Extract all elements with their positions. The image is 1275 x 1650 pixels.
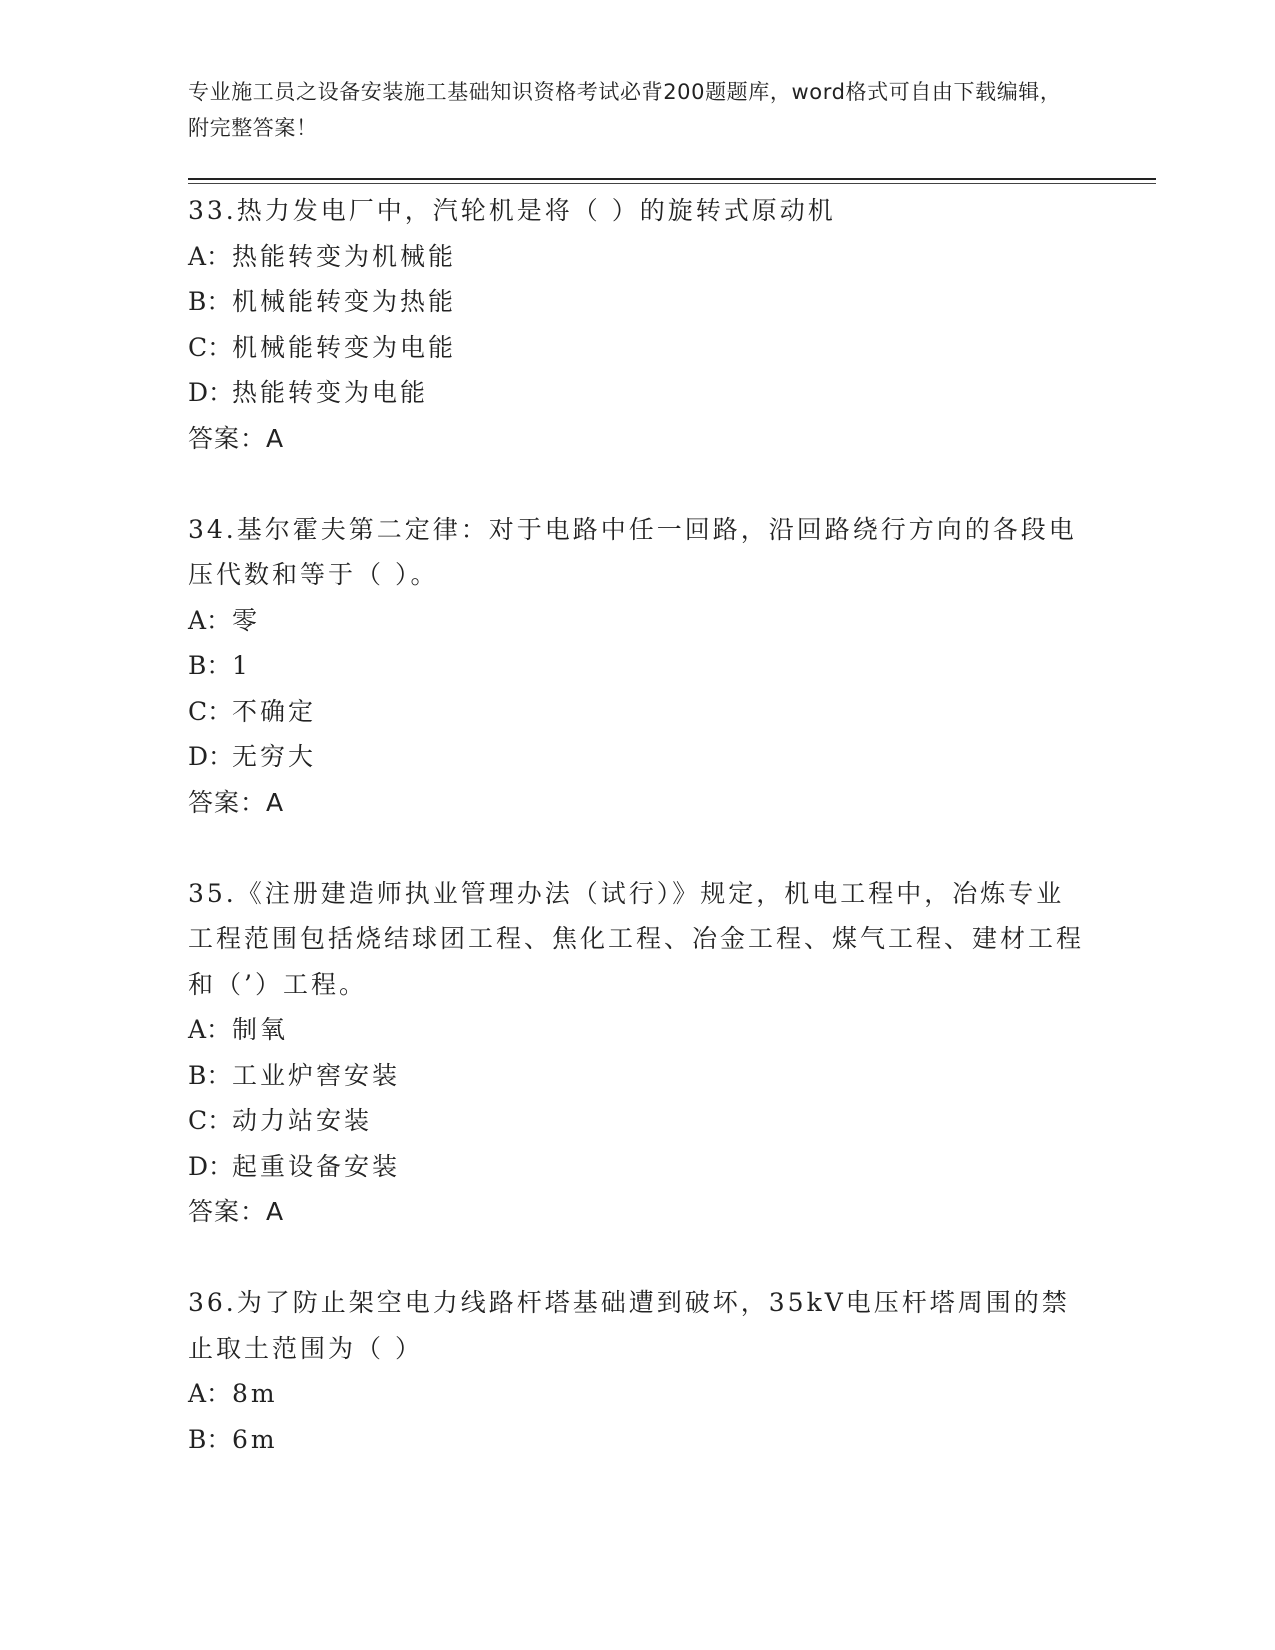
- option-c: [188, 689, 1088, 735]
- question-stem: 36.为了防止架空电力线路杆塔基础遭到破坏，35kV电压杆塔周围的禁止取土范围为（ ）: [188, 1288, 1070, 1363]
- option-b: [188, 1053, 1088, 1099]
- option-letter: A：: [188, 1379, 232, 1408]
- option-letter: A：: [188, 1015, 232, 1044]
- option-text: 热能转变为机械能: [232, 241, 457, 271]
- document-header: [188, 74, 1068, 146]
- question-stem: 34.基尔霍夫第二定律：对于电路中任一回路，沿回路绕行方向的各段电压代数和等于（ ）。: [188, 514, 1077, 589]
- option-c: [188, 1098, 1088, 1144]
- answer-line: 答案：A: [188, 1197, 285, 1226]
- option-letter: B：: [188, 1424, 232, 1454]
- option-text: 制氧: [232, 1015, 289, 1044]
- option-a: [188, 598, 1088, 644]
- option-text: 不确定: [232, 696, 317, 726]
- option-b: [188, 279, 1088, 325]
- option-text: 工业炉窖安装: [232, 1060, 401, 1090]
- option-c: [188, 325, 1088, 371]
- question-spacer: [188, 461, 1088, 507]
- option-text: 6m: [232, 1424, 278, 1454]
- header-divider-thick: [188, 178, 1156, 180]
- option-a: [188, 1007, 1088, 1053]
- question-34: [188, 507, 1088, 826]
- option-text: 热能转变为电能: [232, 378, 429, 407]
- option-text: 无穷大: [232, 742, 317, 771]
- question-spacer: [188, 825, 1088, 871]
- option-letter: C：: [188, 696, 233, 726]
- question-list: [188, 188, 1088, 1462]
- option-letter: B：: [188, 651, 232, 680]
- option-b: [188, 1417, 1088, 1463]
- option-letter: B：: [188, 287, 232, 316]
- question-35: [188, 871, 1088, 1235]
- option-text: 1: [232, 651, 251, 680]
- option-letter: B：: [188, 1060, 232, 1090]
- question-36: [188, 1280, 1088, 1462]
- option-letter: A：: [188, 605, 232, 635]
- option-d: [188, 734, 1088, 780]
- header-divider-thin: [188, 183, 1156, 184]
- header-title: 专业施工员之设备安装施工基础知识资格考试必背200题题库，word格式可自由下载编辑，附完整答案！: [188, 80, 1062, 140]
- question-spacer: [188, 1235, 1088, 1281]
- option-text: 动力站安装: [232, 1106, 373, 1135]
- question-stem: 33.热力发电厂中，汽轮机是将（ ）的旋转式原动机: [188, 196, 836, 225]
- option-letter: D：: [188, 742, 234, 771]
- option-b: [188, 643, 1088, 689]
- option-letter: D：: [188, 1151, 234, 1181]
- option-letter: C：: [188, 1106, 233, 1135]
- option-letter: C：: [188, 332, 233, 362]
- option-a: [188, 234, 1088, 280]
- option-text: 起重设备安装: [232, 1151, 401, 1181]
- option-text: 零: [232, 605, 261, 635]
- answer-line: 答案：A: [188, 787, 285, 817]
- option-letter: D：: [188, 378, 234, 407]
- option-d: [188, 1144, 1088, 1190]
- answer-line: 答案：A: [188, 423, 285, 453]
- option-a: [188, 1371, 1088, 1417]
- option-d: [188, 370, 1088, 416]
- option-letter: A：: [188, 241, 232, 271]
- option-text: 机械能转变为热能: [232, 287, 457, 316]
- question-stem: 35.《注册建造师执业管理办法（试行）》规定，机电工程中，冶炼专业工程范围包括烧结球团工程、焦化工程、冶金工程、煤气工程、建材工程和（’）工程。: [188, 878, 1085, 999]
- option-text: 8m: [232, 1379, 278, 1408]
- option-text: 机械能转变为电能: [232, 332, 457, 362]
- question-33: [188, 188, 1088, 461]
